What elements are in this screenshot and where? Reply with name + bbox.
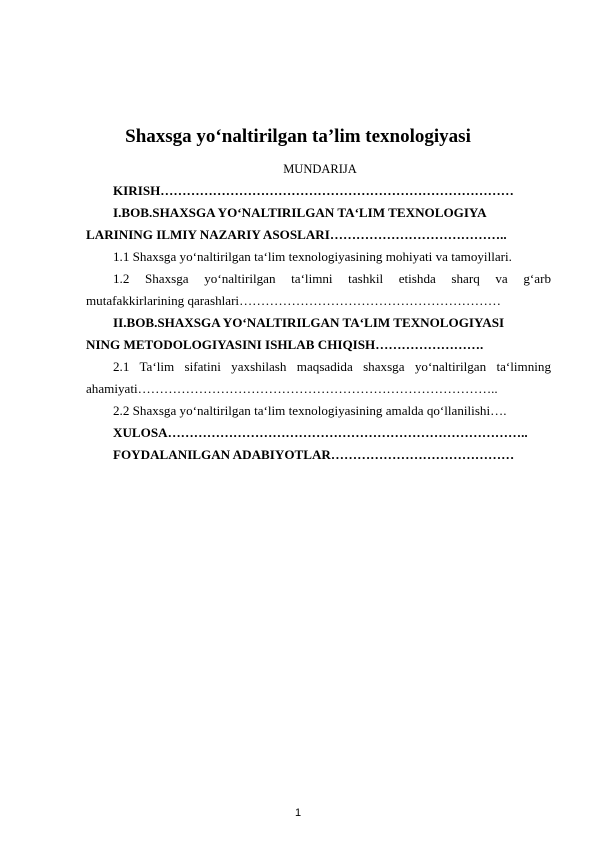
toc-item-section-2-1-cont: ahamiyati……………………………………………………………………….. xyxy=(86,381,498,396)
toc-item-section-1-1: 1.1 Shaxsga yo‘naltirilgan ta‘lim texnologiyasining mohiyati va tamoyillari. xyxy=(113,249,512,264)
toc-item-conclusion: XULOSA……………………………………………………………………….. xyxy=(113,425,528,440)
page-number: 1 xyxy=(294,807,302,819)
table-of-contents xyxy=(86,180,551,466)
toc-item-references: FOYDALANILGAN ADABIYOTLAR…………………………………… xyxy=(113,447,515,462)
toc-item-section-2-2: 2.2 Shaxsga yo‘naltirilgan ta‘lim texnologiyasining amalda qo‘llanilishi…. xyxy=(113,403,507,418)
toc-item-section-2-1: 2.1 Ta‘lim sifatini yaxshilash maqsadida shaxsga yo‘naltirilgan ta‘limning xyxy=(113,359,551,374)
toc-item-intro: KIRISH……………………………………………………………………… xyxy=(113,183,514,198)
contents-heading: MUNDARIJA xyxy=(283,162,357,176)
toc-item-chapter1: I.BOB.SHAXSGA YO‘NALTIRILGAN TA‘LIM TEXNOLOGIYA xyxy=(113,205,487,220)
toc-item-section-1-2-cont: mutafakkirlarining qarashlari…………………………………………………… xyxy=(86,293,501,308)
toc-item-section-1-2: 1.2 Shaxsga yo‘naltirilgan ta‘limni tashkil etishda sharq va g‘arb xyxy=(113,271,551,286)
document-title: Shaxsga yo‘naltirilgan ta’lim texnologiyasi xyxy=(125,126,471,147)
toc-item-chapter2-cont: NING METODOLOGIYASINI ISHLAB CHIQISH……………………. xyxy=(86,337,484,352)
toc-item-chapter1-cont: LARINING ILMIY NAZARIY ASOSLARI………………………………….. xyxy=(86,227,507,242)
toc-item-chapter2: II.BOB.SHAXSGA YO‘NALTIRILGAN TA‘LIM TEXNOLOGIYASI xyxy=(113,315,505,330)
